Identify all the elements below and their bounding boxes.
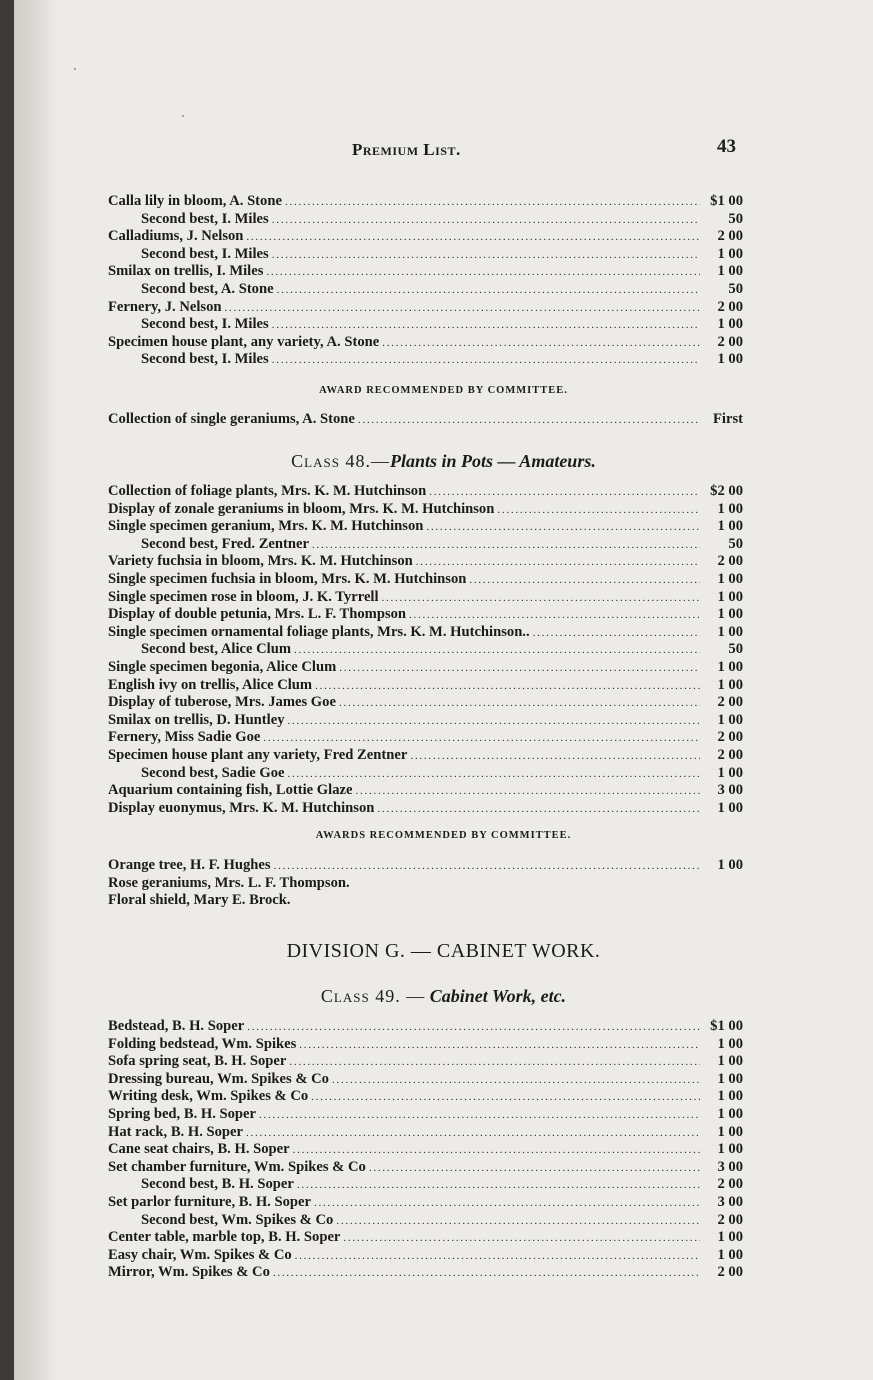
entry-amount: 1 00: [717, 623, 743, 640]
dot-leader: [426, 518, 700, 537]
premium-entry: [108, 483, 743, 501]
entry-label: Display of zonale geraniums in bloom, Mrs. K. M. Hutchinson: [108, 500, 495, 517]
entry-amount: 1 00: [717, 857, 743, 873]
premium-entry: [108, 518, 743, 536]
premium-entry: [108, 501, 743, 519]
premium-entry: [108, 1053, 743, 1071]
paper-speck: [74, 68, 76, 70]
entry-amount: 1 00: [717, 1070, 743, 1087]
entry-amount: 1 00: [717, 1246, 743, 1263]
premium-subentry: [108, 351, 743, 369]
dot-leader: [377, 800, 700, 819]
dot-leader: [469, 571, 700, 590]
entry-label: Hat rack, B. H. Soper: [108, 1123, 243, 1140]
dot-leader: [288, 712, 701, 731]
dot-leader: [259, 1106, 700, 1125]
entry-amount: 1 00: [717, 570, 743, 587]
premium-entry: [108, 782, 743, 800]
entry-amount: 1 00: [717, 1053, 743, 1070]
paper-speck: [182, 115, 184, 117]
premium-entry: [108, 659, 743, 677]
premium-entry: [108, 875, 743, 893]
entry-amount: 50: [728, 535, 743, 552]
premium-entry: [108, 1247, 743, 1265]
dot-leader: [293, 1141, 700, 1160]
division-heading: DIVISION G. — CABINET WORK.: [286, 940, 601, 962]
entry-amount: 1 00: [717, 1123, 743, 1140]
entry-label: Second best, I. Miles: [141, 351, 269, 368]
entry-label: Second best, I. Miles: [141, 245, 269, 262]
entry-label: Set chamber furniture, Wm. Spikes & Co: [108, 1158, 366, 1175]
entry-amount: $1 00: [710, 193, 743, 209]
dot-leader: [339, 694, 700, 713]
dot-leader: [355, 782, 700, 801]
entry-label: Mirror, Wm. Spikes & Co: [108, 1264, 270, 1281]
premium-subentry: [108, 765, 743, 783]
entry-amount: 1 00: [717, 606, 743, 623]
entry-amount: 2 00: [717, 746, 743, 763]
premium-entry: [108, 1124, 743, 1142]
entry-amount: 1 00: [717, 799, 743, 816]
entry-amount: 2 00: [717, 333, 743, 350]
dot-leader: [274, 857, 700, 876]
premium-entry: [108, 747, 743, 765]
entry-label: Folding bedstead, Wm. Spikes: [108, 1035, 297, 1052]
entry-amount: 1 00: [717, 764, 743, 781]
entry-amount: 1 00: [717, 500, 743, 517]
entry-amount: 2 00: [717, 1211, 743, 1228]
dot-leader: [315, 677, 700, 696]
entry-label: Single specimen rose in bloom, J. K. Tyrrell: [108, 588, 379, 605]
entry-amount: 1 00: [717, 658, 743, 675]
entry-amount: 2 00: [717, 694, 743, 711]
entry-label: Variety fuchsia in bloom, Mrs. K. M. Hutchinson: [108, 553, 413, 570]
dot-leader: [358, 411, 700, 430]
entry-label: Specimen house plant, any variety, A. Stone: [108, 333, 380, 350]
premium-entry: [108, 1264, 743, 1282]
premium-entry: [108, 228, 743, 246]
premium-entry: [108, 193, 743, 211]
premium-entry: [108, 1141, 743, 1159]
entry-label: Smilax on trellis, D. Huntley: [108, 711, 285, 728]
class-48-heading: [14, 451, 873, 472]
entry-label: Second best, Sadie Goe: [141, 764, 285, 781]
entry-label: Center table, marble top, B. H. Soper: [108, 1229, 341, 1246]
premium-subentry: [108, 316, 743, 334]
class-48-title: Plants in Pots — Amateurs.: [389, 451, 596, 471]
entry-label: Floral shield, Mary E. Brock.: [108, 892, 291, 909]
dot-leader: [294, 641, 700, 660]
entry-amount: 2 00: [717, 228, 743, 245]
entry-amount: 1 00: [717, 1229, 743, 1246]
premium-entry: [108, 299, 743, 317]
award-heading-class-48: AWARDS RECOMMENDED BY COMMITTEE.: [315, 830, 572, 841]
premium-entry: [108, 1018, 743, 1036]
entry-label: Smilax on trellis, I. Miles: [108, 263, 264, 280]
premium-entry: [108, 1106, 743, 1124]
premium-subentry: [108, 246, 743, 264]
premium-entry: [108, 712, 743, 730]
entry-label: Second best, I. Miles: [141, 210, 269, 227]
entry-label: Easy chair, Wm. Spikes & Co: [108, 1246, 292, 1263]
entry-label: Cane seat chairs, B. H. Soper: [108, 1141, 290, 1158]
page-number: 43: [717, 136, 736, 157]
entry-label: Single specimen ornamental foliage plants, Mrs. K. M. Hutchinson..: [108, 623, 530, 640]
dot-leader: [382, 589, 700, 608]
entry-label: Single specimen begonia, Alice Clum: [108, 658, 337, 675]
dot-leader: [336, 1212, 700, 1231]
page-header: [14, 136, 873, 160]
entry-label: English ivy on trellis, Alice Clum: [108, 676, 313, 693]
dot-leader: [266, 263, 700, 282]
premium-entry: [108, 892, 743, 910]
entry-amount: 2 00: [717, 298, 743, 315]
dot-leader: [272, 351, 700, 370]
dot-leader: [312, 536, 700, 555]
dot-leader: [311, 1088, 700, 1107]
entry-label: Dressing bureau, Wm. Spikes & Co: [108, 1070, 329, 1087]
entry-amount: 1 00: [717, 245, 743, 262]
dot-leader: [369, 1159, 700, 1178]
premium-subentry: [108, 281, 743, 299]
entry-label: Display euonymus, Mrs. K. M. Hutchinson: [108, 799, 375, 816]
dot-leader: [533, 624, 700, 643]
premium-subentry: [108, 641, 743, 659]
class-49-list: [108, 1018, 743, 1282]
entry-label: Bedstead, B. H. Soper: [108, 1018, 245, 1034]
premium-subentry: [108, 211, 743, 229]
entry-amount: 1 00: [717, 1141, 743, 1158]
premium-subentry: [108, 1212, 743, 1230]
dot-leader: [247, 1018, 700, 1037]
entry-amount: 3 00: [717, 1193, 743, 1210]
dot-leader: [246, 228, 700, 247]
entry-label: Collection of foliage plants, Mrs. K. M. Hutchinson: [108, 483, 427, 499]
premium-entry: [108, 606, 743, 624]
dot-leader: [289, 1053, 700, 1072]
entry-amount: 1 00: [717, 711, 743, 728]
entry-label: Fernery, Miss Sadie Goe: [108, 729, 261, 746]
dot-leader: [277, 281, 700, 300]
dot-leader: [339, 659, 700, 678]
dot-leader: [409, 606, 700, 625]
entry-amount: 1 00: [717, 1088, 743, 1105]
entry-amount: 1 00: [717, 676, 743, 693]
premium-entry: [108, 411, 743, 429]
entry-label: Second best, A. Stone: [141, 280, 274, 297]
premium-entry: [108, 1036, 743, 1054]
award-heading-top: AWARD RECOMMENDED BY COMMITTEE.: [319, 385, 568, 396]
entry-amount: 1 00: [717, 316, 743, 333]
premium-entry: [108, 624, 743, 642]
premium-entry: [108, 1194, 743, 1212]
entry-label: Rose geraniums, Mrs. L. F. Thompson.: [108, 874, 350, 891]
dot-leader: [263, 729, 700, 748]
premium-entry: [108, 263, 743, 281]
entry-label: Calladiums, J. Nelson: [108, 228, 244, 245]
entry-amount: 1 00: [717, 1105, 743, 1122]
entry-label: Second best, Fred. Zentner: [141, 535, 309, 552]
class-49-title: Cabinet Work, etc.: [429, 986, 567, 1006]
entry-amount: 3 00: [717, 782, 743, 799]
premium-entry: [108, 729, 743, 747]
dot-leader: [225, 299, 701, 318]
dot-leader: [285, 193, 700, 212]
top-award-list: [108, 411, 743, 429]
dot-leader: [332, 1071, 700, 1090]
dot-leader: [288, 765, 700, 784]
premium-entry: [108, 857, 743, 875]
premium-entry: [108, 1088, 743, 1106]
entry-label: Display of double petunia, Mrs. L. F. Thompson: [108, 606, 407, 623]
entry-label: Specimen house plant any variety, Fred Zentner: [108, 746, 408, 763]
entry-amount: $2 00: [710, 483, 743, 499]
entry-amount: $1 00: [710, 1018, 743, 1034]
class-48-award-list: [108, 857, 743, 910]
page-gutter-shadow: [14, 0, 58, 1380]
entry-label: Orange tree, H. F. Hughes: [108, 857, 271, 873]
top-premium-list: [108, 193, 743, 369]
entry-label: Second best, B. H. Soper: [141, 1176, 294, 1193]
entry-amount: 3 00: [717, 1158, 743, 1175]
dot-leader: [497, 501, 700, 520]
dot-leader: [273, 1264, 700, 1283]
entry-amount: 2 00: [717, 729, 743, 746]
premium-entry: [108, 553, 743, 571]
class-49-heading: [14, 986, 873, 1007]
entry-label: Fernery, J. Nelson: [108, 298, 222, 315]
premium-entry: [108, 334, 743, 352]
entry-label: Second best, Wm. Spikes & Co: [141, 1211, 334, 1228]
entry-amount: 2 00: [717, 553, 743, 570]
entry-amount: 1 00: [717, 1035, 743, 1052]
dot-leader: [314, 1194, 700, 1213]
premium-entry: [108, 694, 743, 712]
premium-entry: [108, 800, 743, 818]
dot-leader: [295, 1247, 700, 1266]
dot-leader: [410, 747, 700, 766]
entry-label: Collection of single geraniums, A. Stone: [108, 411, 355, 427]
entry-label: Set parlor furniture, B. H. Soper: [108, 1193, 311, 1210]
entry-label: Aquarium containing fish, Lottie Glaze: [108, 782, 353, 799]
dot-leader: [343, 1229, 700, 1248]
entry-label: Display of tuberose, Mrs. James Goe: [108, 694, 336, 711]
premium-entry: [108, 589, 743, 607]
class-48-list: [108, 483, 743, 817]
running-title: Premium List.: [352, 140, 461, 159]
entry-label: Writing desk, Wm. Spikes & Co: [108, 1088, 309, 1105]
dot-leader: [272, 316, 700, 335]
entry-amount: 50: [728, 280, 743, 297]
entry-amount: 1 00: [717, 588, 743, 605]
entry-label: Single specimen fuchsia in bloom, Mrs. K. M. Hutchinson: [108, 570, 467, 587]
premium-subentry: [108, 1176, 743, 1194]
premium-subentry: [108, 536, 743, 554]
entry-amount: 1 00: [717, 351, 743, 368]
entry-label: Single specimen geranium, Mrs. K. M. Hutchinson: [108, 518, 424, 535]
dot-leader: [272, 246, 700, 265]
entry-amount: 2 00: [717, 1264, 743, 1281]
entry-amount: First: [713, 411, 743, 427]
entry-label: Calla lily in bloom, A. Stone: [108, 193, 282, 209]
entry-amount: 50: [728, 641, 743, 658]
entry-label: Spring bed, B. H. Soper: [108, 1105, 256, 1122]
entry-amount: 2 00: [717, 1176, 743, 1193]
entry-label: Second best, I. Miles: [141, 316, 269, 333]
premium-entry: [108, 1071, 743, 1089]
entry-amount: 1 00: [717, 518, 743, 535]
premium-entry: [108, 677, 743, 695]
dot-leader: [429, 483, 700, 502]
dot-leader: [382, 334, 700, 353]
dot-leader: [416, 553, 700, 572]
dot-leader: [272, 211, 700, 230]
dot-leader: [246, 1124, 700, 1143]
premium-entry: [108, 571, 743, 589]
entry-label: Second best, Alice Clum: [141, 641, 291, 658]
entry-amount: 1 00: [717, 263, 743, 280]
class-49-label: Class 49. —: [320, 986, 426, 1006]
entry-label: Sofa spring seat, B. H. Soper: [108, 1053, 287, 1070]
book-page: [14, 0, 873, 1380]
premium-entry: [108, 1229, 743, 1247]
premium-entry: [108, 1159, 743, 1177]
dot-leader: [299, 1036, 700, 1055]
entry-amount: 50: [728, 210, 743, 227]
dot-leader: [297, 1176, 700, 1195]
class-48-label: Class 48.—: [291, 451, 390, 471]
